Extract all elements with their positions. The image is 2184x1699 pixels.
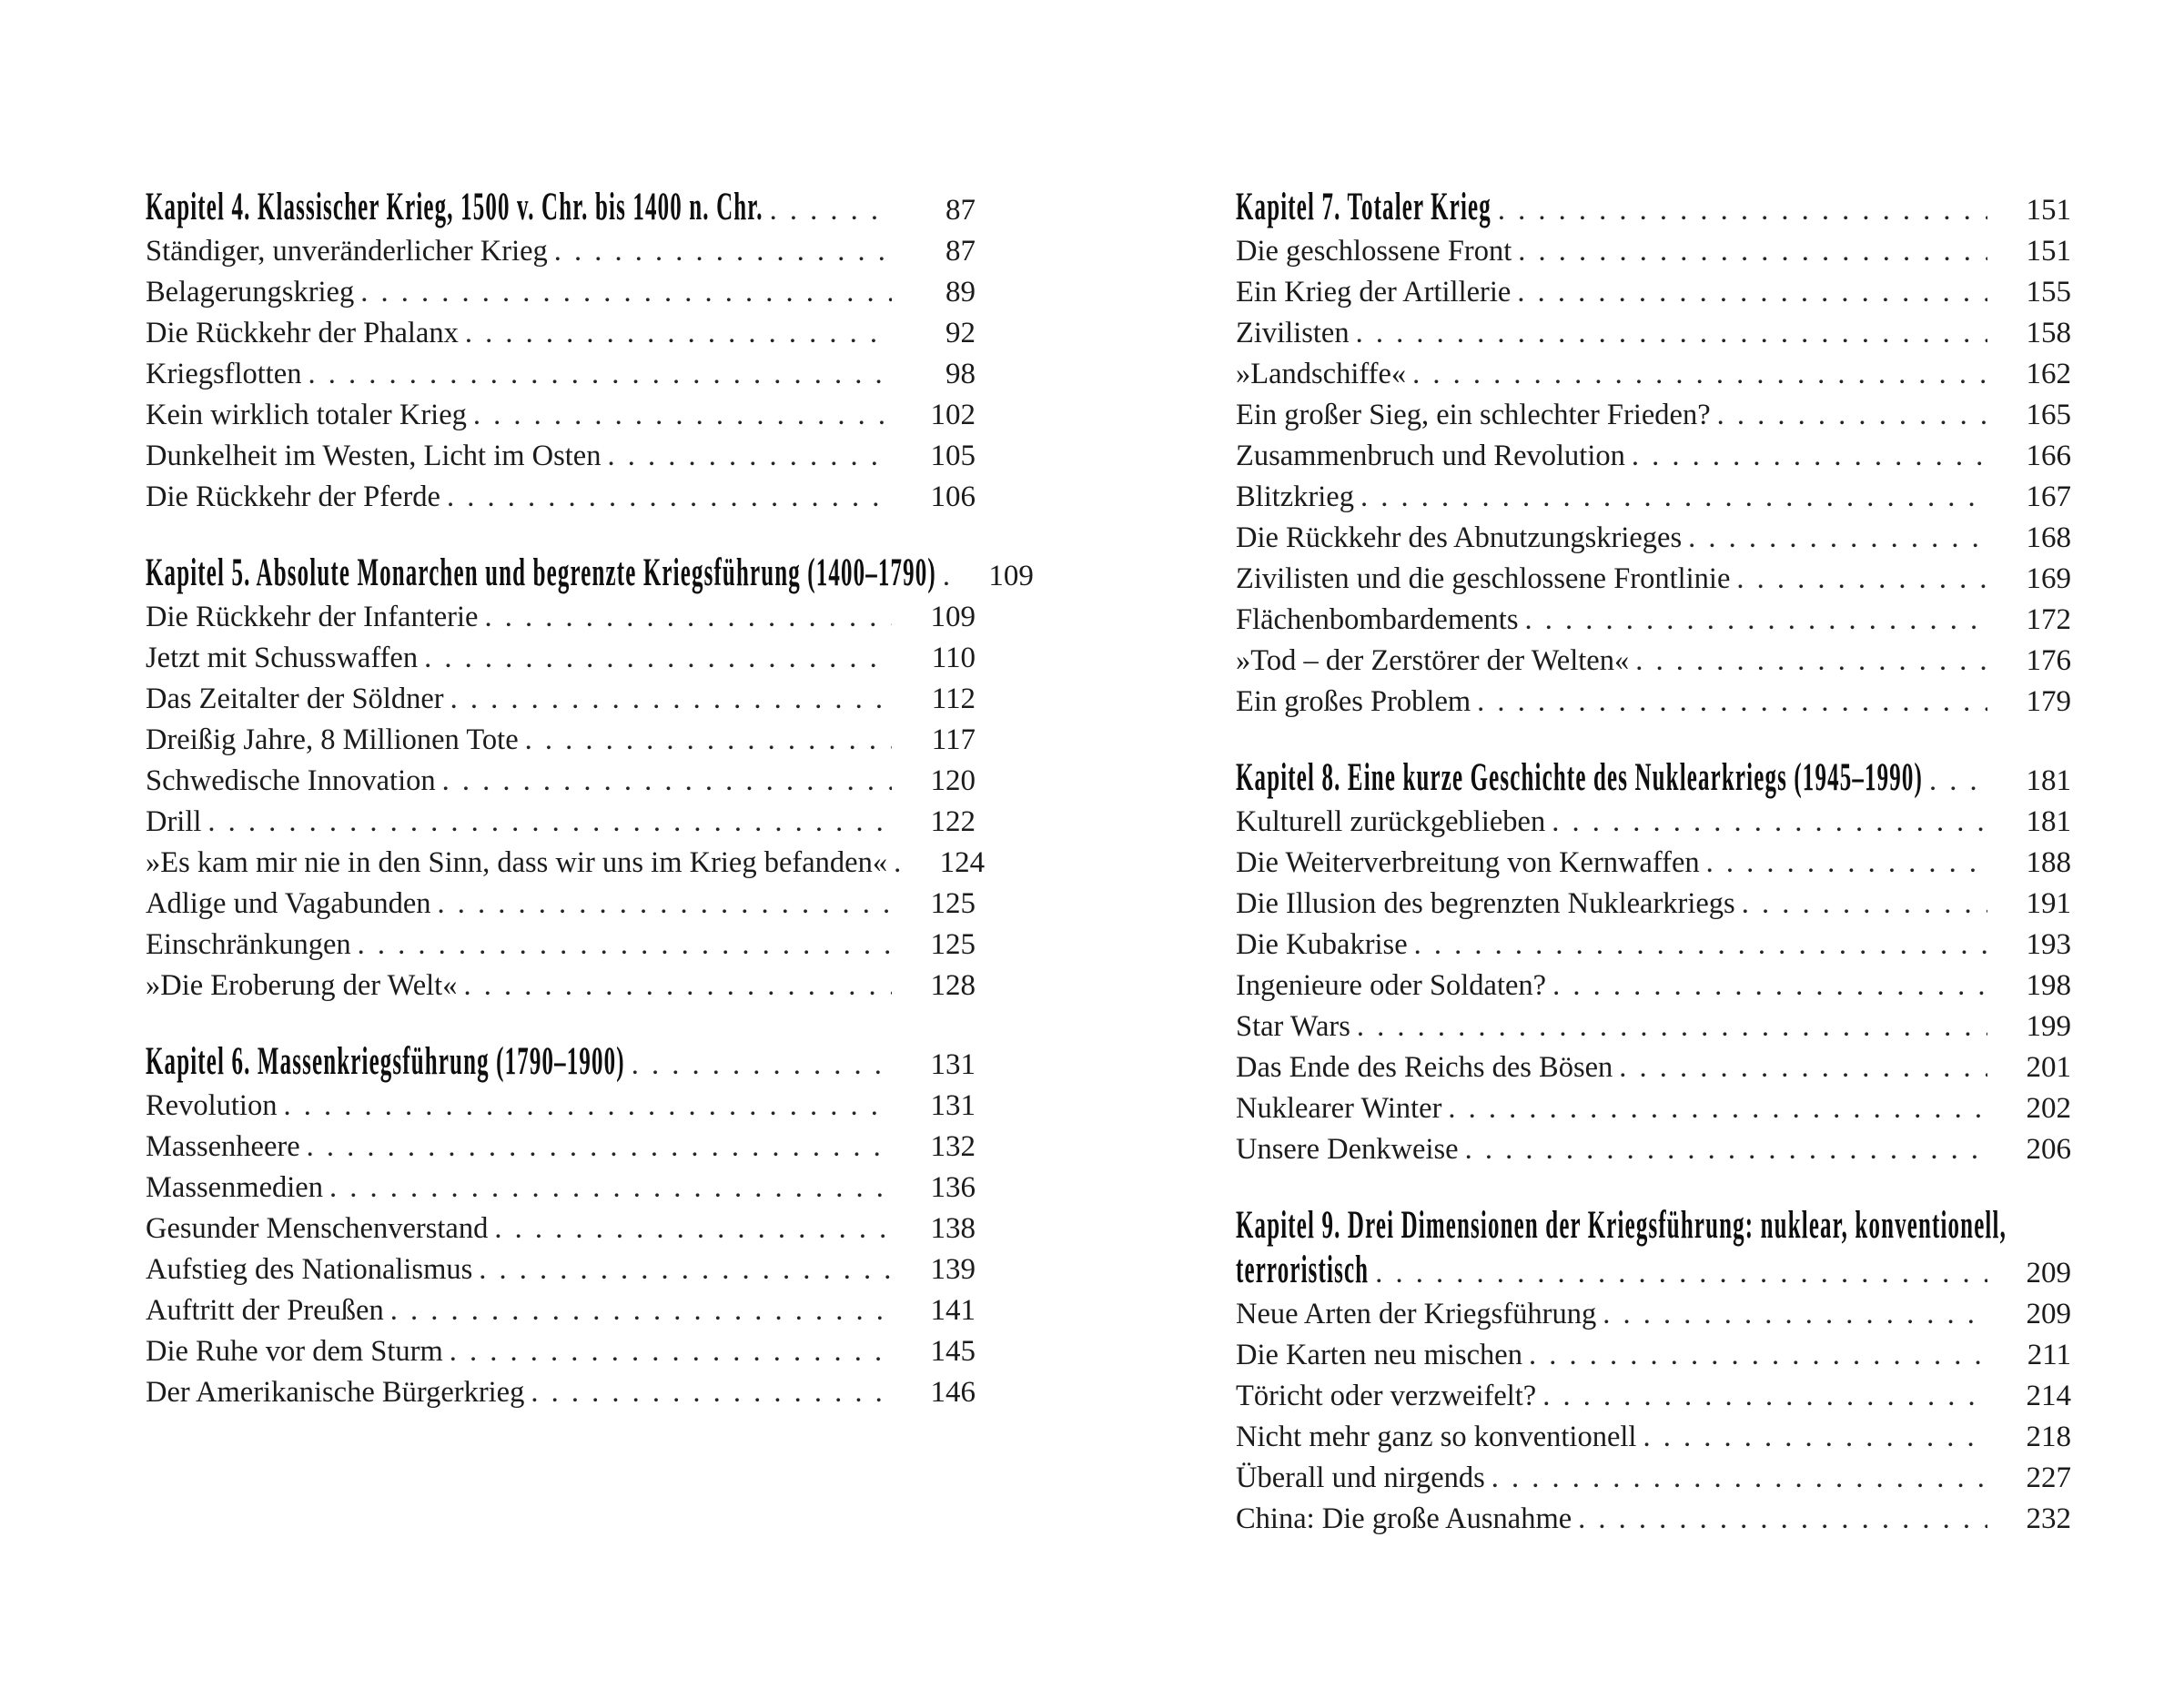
- page-number: 92: [945, 317, 976, 349]
- toc-entry-row: [146, 679, 976, 720]
- dot-leader: [1414, 925, 1987, 966]
- chapter-heading: [146, 552, 936, 597]
- entry-label: Die Rückkehr der Phalanx: [146, 317, 459, 349]
- page-number: 162: [2026, 358, 2071, 390]
- dot-leader: [1742, 884, 1987, 925]
- entry-label: Kein wirklich totaler Krieg: [146, 399, 467, 431]
- entry-label: Die Ruhe vor dem Sturm: [146, 1335, 443, 1368]
- dot-leader: [307, 1127, 892, 1168]
- toc-entry-row: [146, 1290, 976, 1331]
- toc-chapter-heading-row: [1236, 187, 2071, 231]
- chapter-heading: [146, 187, 763, 231]
- toc-page-left: [146, 186, 1034, 1413]
- page-number: 125: [930, 928, 976, 961]
- dot-leader: [1518, 231, 1987, 272]
- entry-label: Die Rückkehr des Abnutzungskrieges: [1236, 521, 1683, 554]
- dot-leader: [479, 1249, 892, 1290]
- dot-leader: [1517, 272, 1987, 313]
- page-number: 211: [2027, 1339, 2071, 1371]
- dot-leader: [1632, 436, 1987, 477]
- toc-entry-row: [146, 1331, 976, 1372]
- toc-entry-row: [1236, 1047, 2071, 1088]
- toc-entry-row: [1236, 843, 2071, 884]
- toc-section: [1236, 187, 2071, 723]
- toc-entry-row: [1236, 436, 2071, 477]
- entry-label: Das Zeitalter der Söldner: [146, 683, 444, 715]
- entry-label: Die Kubakrise: [1236, 928, 1408, 961]
- page-number: 179: [2026, 685, 2071, 718]
- toc-entry-row: [146, 1249, 976, 1290]
- toc-entry-row: [1236, 231, 2071, 272]
- toc-chapter-heading-row: [146, 1041, 976, 1086]
- page-number: 172: [2026, 603, 2071, 636]
- page-number: 125: [930, 887, 976, 920]
- toc-entry-row: [1236, 682, 2071, 723]
- entry-label: Ein großer Sieg, ein schlechter Frieden?: [1236, 399, 1711, 431]
- dot-leader: [1412, 354, 1987, 395]
- page-number: 176: [2026, 644, 2071, 677]
- entry-label: Neue Arten der Kriegsführung: [1236, 1298, 1597, 1330]
- page-number: 110: [931, 642, 976, 674]
- entry-label: Revolution: [146, 1089, 278, 1122]
- dot-leader: [1643, 1417, 1987, 1458]
- page-number: 155: [2026, 276, 2071, 308]
- toc-entry-row: [146, 436, 976, 477]
- dot-leader: [308, 354, 892, 395]
- toc-entry-row: [1236, 1006, 2071, 1047]
- entry-label: »Tod – der Zerstörer der Welten«: [1236, 644, 1630, 677]
- chapter-heading-text: Kapitel 8. Eine kurze Geschichte des Nuklearkriegs (1945–1990): [1236, 756, 1923, 799]
- dot-leader: [484, 597, 892, 638]
- dot-leader: [390, 1290, 892, 1331]
- page-number: 181: [2026, 764, 2071, 797]
- dot-leader: [554, 231, 892, 272]
- entry-label: Die Weiterverbreitung von Kernwaffen: [1236, 846, 1700, 879]
- toc-chapter-heading-row: [146, 187, 976, 231]
- page-number: 131: [930, 1048, 976, 1081]
- toc-entry-row: [146, 884, 976, 925]
- entry-label: Flächenbombardements: [1236, 603, 1519, 636]
- entry-label: Aufstieg des Nationalismus: [146, 1253, 473, 1286]
- toc-entry-row: [146, 1209, 976, 1249]
- toc-entry-row: [1236, 1376, 2071, 1417]
- page-number: 209: [2026, 1298, 2071, 1330]
- page-number: 102: [930, 399, 976, 431]
- entry-label: Gesunder Menschenverstand: [146, 1212, 489, 1245]
- dot-leader: [207, 802, 892, 843]
- dot-leader: [1552, 966, 1987, 1006]
- dot-leader: [450, 1331, 892, 1372]
- page-number: 193: [2026, 928, 2071, 961]
- toc-entry-row: [146, 638, 976, 679]
- dot-leader: [465, 313, 892, 354]
- chapter-heading: [1236, 187, 1491, 231]
- dot-leader: [283, 1086, 892, 1127]
- dot-leader: [632, 1045, 892, 1086]
- page-number: 122: [930, 805, 976, 838]
- dot-leader: [1717, 395, 1987, 436]
- toc-entry-row: [146, 354, 976, 395]
- page-number: 141: [930, 1294, 976, 1327]
- dot-leader: [1929, 761, 1987, 802]
- toc-chapter-heading-row: [1236, 757, 2071, 802]
- dot-leader: [360, 272, 892, 313]
- page-number: 214: [2026, 1380, 2071, 1412]
- page-number: 87: [945, 194, 976, 227]
- entry-label: Nicht mehr ganz so konventionell: [1236, 1421, 1637, 1453]
- dot-leader: [1356, 313, 1987, 354]
- page-number: 136: [930, 1171, 976, 1204]
- page-number: 151: [2026, 235, 2071, 268]
- entry-label: Belagerungskrieg: [146, 276, 355, 308]
- page-number: 105: [930, 440, 976, 472]
- dot-leader: [1688, 518, 1987, 559]
- toc-entry-row: [146, 925, 976, 966]
- page-number: 138: [930, 1212, 976, 1245]
- entry-label: Überall und nirgends: [1236, 1461, 1485, 1494]
- entry-label: Ingenieure oder Soldaten?: [1236, 969, 1547, 1002]
- entry-label: Massenheere: [146, 1130, 300, 1163]
- page-number: 166: [2026, 440, 2071, 472]
- page-number: 181: [2026, 805, 2071, 838]
- entry-label: Jetzt mit Schusswaffen: [146, 642, 419, 674]
- toc-entry-row: [146, 272, 976, 313]
- chapter-heading: [146, 1041, 625, 1086]
- entry-label: Das Ende des Reichs des Bösen: [1236, 1051, 1613, 1084]
- page-number: 188: [2026, 846, 2071, 879]
- dot-leader: [1477, 682, 1987, 723]
- entry-label: Kulturell zurückgeblieben: [1236, 805, 1546, 838]
- toc-entry-row: [1236, 1294, 2071, 1335]
- toc-entry-row: [146, 597, 976, 638]
- toc-entry-row: [1236, 559, 2071, 600]
- entry-label: »Landschiffe«: [1236, 358, 1407, 390]
- chapter-heading: [1236, 757, 1923, 802]
- dot-leader: [358, 925, 892, 966]
- dot-leader: [1491, 1458, 1987, 1499]
- toc-entry-row: [1236, 518, 2071, 559]
- page-number: 146: [930, 1376, 976, 1409]
- page-number: 232: [2026, 1502, 2071, 1535]
- entry-label: Der Amerikanische Bürgerkrieg: [146, 1376, 525, 1409]
- entry-label: Nuklearer Winter: [1236, 1092, 1442, 1125]
- entry-label: Unsere Denkweise: [1236, 1133, 1459, 1166]
- entry-label: Einschränkungen: [146, 928, 351, 961]
- entry-label: Die Illusion des begrenzten Nuklearkriegs: [1236, 887, 1735, 920]
- page-number: 109: [930, 601, 976, 633]
- entry-label: China: Die große Ausnahme: [1236, 1502, 1572, 1535]
- dot-leader: [1736, 559, 1987, 600]
- dot-leader: [1360, 477, 1987, 518]
- dot-leader: [943, 556, 950, 597]
- entry-label: Adlige und Vagabunden: [146, 887, 431, 920]
- page-number: 198: [2026, 969, 2071, 1002]
- entry-label: Zivilisten: [1236, 317, 1350, 349]
- entry-label: Auftritt der Preußen: [146, 1294, 384, 1327]
- toc-entry-row: [1236, 395, 2071, 436]
- page-number: 202: [2026, 1092, 2071, 1125]
- page-number: 120: [930, 764, 976, 797]
- page-number: 151: [2026, 194, 2071, 227]
- chapter-heading: [1236, 1205, 2007, 1249]
- entry-label: »Es kam mir nie in den Sinn, dass wir uns im Krieg befanden«: [146, 846, 888, 879]
- dot-leader: [447, 477, 892, 518]
- chapter-heading-text: Kapitel 9. Drei Dimensionen der Kriegsführung: nuklear, konventionell,: [1236, 1204, 2007, 1247]
- toc-section: [146, 1041, 976, 1413]
- page-number: 112: [931, 683, 976, 715]
- entry-label: Ein Krieg der Artillerie: [1236, 276, 1512, 308]
- toc-entry-row: [1236, 1417, 2071, 1458]
- entry-label: Schwedische Innovation: [146, 764, 436, 797]
- toc-entry-row: [146, 1127, 976, 1168]
- entry-label: Massenmedien: [146, 1171, 323, 1204]
- toc-section: [1236, 1205, 2071, 1540]
- dot-leader: [442, 761, 892, 802]
- page-number: 128: [930, 969, 976, 1002]
- page-number: 117: [931, 723, 976, 756]
- dot-leader: [1635, 641, 1987, 682]
- dot-leader: [607, 436, 892, 477]
- page-number: 165: [2026, 399, 2071, 431]
- dot-leader: [1529, 1335, 1987, 1376]
- dot-leader: [450, 679, 892, 720]
- toc-entry-row: [1236, 272, 2071, 313]
- page-number: 227: [2026, 1461, 2071, 1494]
- toc-entry-row: [146, 477, 976, 518]
- toc-section: [1236, 757, 2071, 1170]
- toc-entry-row: [1236, 1458, 2071, 1499]
- toc-entry-row: [1236, 477, 2071, 518]
- toc-entry-row: [146, 720, 976, 761]
- entry-label: Ständiger, unveränderlicher Krieg: [146, 235, 548, 268]
- page-number: 124: [939, 846, 986, 879]
- toc-entry-row: [1236, 1335, 2071, 1376]
- entry-label: Ein großes Problem: [1236, 685, 1471, 718]
- dot-leader: [1448, 1088, 1987, 1129]
- page-number: 158: [2026, 317, 2071, 349]
- dot-leader: [894, 843, 901, 884]
- toc-entry-row: [146, 843, 986, 884]
- toc-entry-row: [146, 313, 976, 354]
- page-number: 168: [2026, 521, 2071, 554]
- toc-entry-row: [1236, 884, 2071, 925]
- dot-leader: [1603, 1294, 1987, 1335]
- toc-chapter-heading-row: [1236, 1205, 2071, 1249]
- chapter-heading: [1236, 1249, 1369, 1294]
- toc-entry-row: [1236, 1499, 2071, 1540]
- dot-leader: [1542, 1376, 1987, 1417]
- toc-entry-row: [1236, 925, 2071, 966]
- toc-entry-row: [1236, 354, 2071, 395]
- dot-leader: [329, 1168, 892, 1209]
- entry-label: Kriegsflotten: [146, 358, 302, 390]
- dot-leader: [438, 884, 892, 925]
- chapter-heading-text: Kapitel 6. Massenkriegsführung (1790–1900): [146, 1040, 625, 1083]
- dot-leader: [473, 395, 892, 436]
- page-number: 218: [2026, 1421, 2071, 1453]
- toc-entry-row: [1236, 313, 2071, 354]
- dot-leader: [463, 966, 892, 1006]
- toc-entry-row: [1236, 641, 2071, 682]
- dot-leader: [1465, 1129, 1987, 1170]
- dot-leader: [424, 638, 892, 679]
- entry-label: Star Wars: [1236, 1010, 1350, 1043]
- page-number: 201: [2026, 1051, 2071, 1084]
- page-number: 206: [2026, 1133, 2071, 1166]
- toc-entry-row: [1236, 966, 2071, 1006]
- entry-label: Drill: [146, 805, 202, 838]
- page-number: 167: [2026, 480, 2071, 513]
- entry-label: Die Karten neu mischen: [1236, 1339, 1522, 1371]
- page-number: 106: [930, 480, 976, 513]
- toc-entry-row: [146, 395, 976, 436]
- toc-entry-row: [146, 966, 976, 1006]
- dot-leader: [1619, 1047, 1987, 1088]
- page-number: 109: [988, 560, 1034, 592]
- toc-entry-row: [1236, 1129, 2071, 1170]
- entry-label: Dreißig Jahre, 8 Millionen Tote: [146, 723, 519, 756]
- dot-leader: [494, 1209, 892, 1249]
- entry-label: Die Rückkehr der Pferde: [146, 480, 440, 513]
- toc-entry-row: [146, 231, 976, 272]
- page-number: 191: [2026, 887, 2071, 920]
- toc-entry-row: [146, 1372, 976, 1413]
- page-number: 131: [930, 1089, 976, 1122]
- dot-leader: [1578, 1499, 1987, 1540]
- page-number: 199: [2026, 1010, 2071, 1043]
- toc-entry-row: [146, 761, 976, 802]
- dot-leader: [525, 720, 892, 761]
- page-number: 139: [930, 1253, 976, 1286]
- page-number: 87: [945, 235, 976, 268]
- toc-section: [146, 551, 1034, 1006]
- toc-chapter-heading-row: [146, 551, 1034, 597]
- toc-entry-row: [1236, 1088, 2071, 1129]
- page-number: 209: [2026, 1257, 2071, 1289]
- page-number: 169: [2026, 562, 2071, 595]
- dot-leader: [1552, 802, 1987, 843]
- entry-label: Töricht oder verzweifelt?: [1236, 1380, 1537, 1412]
- chapter-heading-text: Kapitel 4. Klassischer Krieg, 1500 v. Chr. bis 1400 n. Chr.: [146, 186, 763, 228]
- dot-leader: [1524, 600, 1987, 641]
- toc-entry-row: [1236, 802, 2071, 843]
- dot-leader: [1357, 1006, 1987, 1047]
- dot-leader: [770, 190, 892, 231]
- toc-entry-row: [146, 802, 976, 843]
- entry-label: Dunkelheit im Westen, Licht im Osten: [146, 440, 602, 472]
- toc-chapter-heading-row: [1236, 1249, 2071, 1294]
- page-number: 132: [930, 1130, 976, 1163]
- toc-section: [146, 187, 976, 518]
- page-number: 89: [945, 276, 976, 308]
- entry-label: Zivilisten und die geschlossene Frontlinie: [1236, 562, 1731, 595]
- toc-entry-row: [1236, 600, 2071, 641]
- dot-leader: [1498, 190, 1987, 231]
- entry-label: Blitzkrieg: [1236, 480, 1354, 513]
- toc-page-right: [1236, 187, 2071, 1540]
- chapter-heading-text: Kapitel 7. Totaler Krieg: [1236, 186, 1491, 228]
- page-number: 145: [930, 1335, 976, 1368]
- toc-entry-row: [146, 1086, 976, 1127]
- entry-label: Die Rückkehr der Infanterie: [146, 601, 479, 633]
- dot-leader: [1375, 1253, 1987, 1294]
- entry-label: Die geschlossene Front: [1236, 235, 1512, 268]
- page-number: 98: [945, 358, 976, 390]
- entry-label: »Die Eroberung der Welt«: [146, 969, 458, 1002]
- dot-leader: [1706, 843, 1987, 884]
- chapter-heading-text: terroristisch: [1236, 1249, 1370, 1291]
- toc-entry-row: [146, 1168, 976, 1209]
- entry-label: Zusammenbruch und Revolution: [1236, 440, 1625, 472]
- dot-leader: [531, 1372, 892, 1413]
- chapter-heading-text: Kapitel 5. Absolute Monarchen und begrenzte Kriegsführung (1400–1790): [146, 551, 936, 594]
